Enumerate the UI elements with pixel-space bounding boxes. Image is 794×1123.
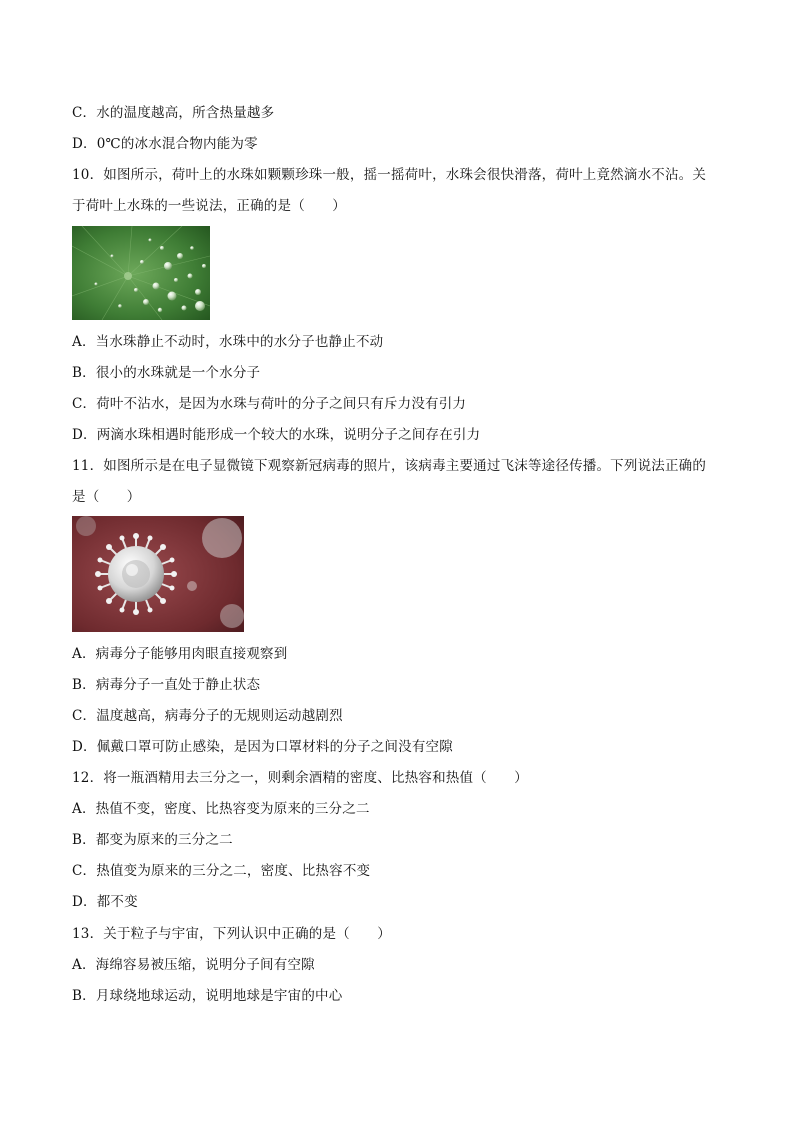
q10-stem-line-1: 10．如图所示，荷叶上的水珠如颗颗珍珠一般，摇一摇荷叶，水珠会很快滑落，荷叶上竟然滴水不沾。关 [72, 167, 707, 183]
q11-option-d: D．佩戴口罩可防止感染，是因为口罩材料的分子之间没有空隙 [72, 739, 453, 755]
q12-option-b: B．都变为原来的三分之二 [72, 832, 233, 848]
lotus-leaf-illustration [72, 226, 210, 320]
coronavirus-micrograph-image [72, 516, 244, 632]
q10-option-b: B．很小的水珠就是一个水分子 [72, 365, 261, 381]
q10-option-a: A．当水珠静止不动时，水珠中的水分子也静止不动 [72, 334, 384, 350]
q10-option-d: D．两滴水珠相遇时能形成一个较大的水珠，说明分子之间存在引力 [72, 427, 481, 443]
q11-option-c: C．温度越高，病毒分子的无规则运动越剧烈 [72, 708, 343, 724]
q11-option-a: A．病毒分子能够用肉眼直接观察到 [72, 646, 288, 662]
virus-illustration [72, 516, 244, 632]
q11-stem-line-2: 是（ ） [72, 489, 141, 505]
q10-stem-line-2: 于荷叶上水珠的一些说法，正确的是（ ） [72, 198, 346, 214]
q13-stem: 13．关于粒子与宇宙，下列认识中正确的是（ ） [72, 926, 391, 942]
q12-stem: 12．将一瓶酒精用去三分之一，则剩余酒精的密度、比热容和热值（ ） [72, 770, 528, 786]
q13-option-b: B．月球绕地球运动，说明地球是宇宙的中心 [72, 988, 343, 1004]
lotus-leaf-water-drops-image [72, 226, 210, 320]
q9-option-d: D．0℃的冰水混合物内能为零 [72, 136, 258, 152]
q11-stem-line-1: 11．如图所示是在电子显微镜下观察新冠病毒的照片，该病毒主要通过飞沫等途径传播。下列说法正确的 [72, 458, 707, 474]
q12-option-d: D．都不变 [72, 894, 138, 910]
q12-option-c: C．热值变为原来的三分之二，密度、比热容不变 [72, 863, 371, 879]
q11-option-b: B．病毒分子一直处于静止状态 [72, 677, 261, 693]
q12-option-a: A．热值不变，密度、比热容变为原来的三分之二 [72, 801, 370, 817]
q9-option-c: C．水的温度越高，所含热量越多 [72, 105, 275, 121]
q13-option-a: A．海绵容易被压缩，说明分子间有空隙 [72, 957, 315, 973]
q10-option-c: C．荷叶不沾水，是因为水珠与荷叶的分子之间只有斥力没有引力 [72, 396, 467, 412]
